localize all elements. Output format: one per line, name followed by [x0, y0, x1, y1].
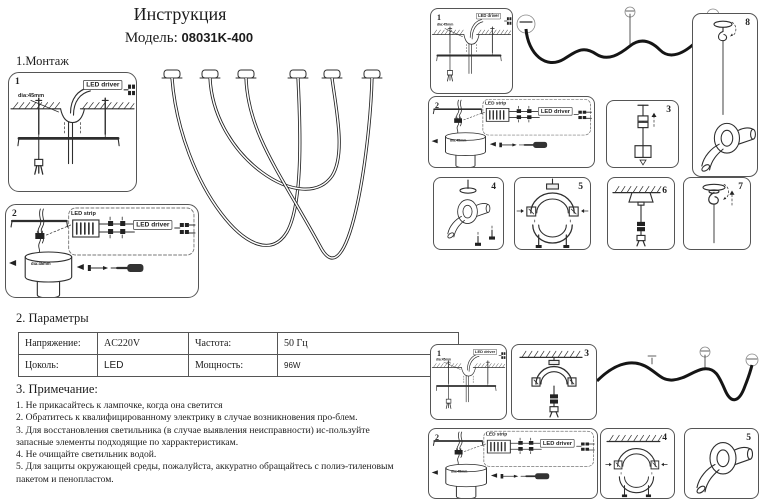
diameter-label: dia:45mm: [450, 470, 468, 474]
panel-number: 4: [491, 182, 496, 192]
note-item: 2. Обратитесь к квалифицированному электрику в случае возникновения про-блем.: [16, 412, 358, 424]
param-key: Частота:: [189, 333, 278, 355]
install-step-panel-r8: [692, 13, 758, 177]
install-step-panel-r7: [683, 177, 751, 250]
install-diagram: [431, 345, 506, 419]
section-montage-heading: 1.Монтаж: [16, 54, 69, 68]
table-row: [19, 355, 459, 377]
diameter-label: dia:45mm: [436, 357, 452, 361]
install-step-panel-left-2: [5, 204, 199, 298]
install-step-panel-r4: [433, 177, 504, 250]
install-step-panel-b5: [684, 428, 759, 499]
install-step-panel-r2: [428, 96, 595, 168]
led-driver-label: LED driver: [476, 13, 501, 19]
diameter-label: dia:45mm: [436, 23, 453, 27]
hook-and-tube-diagram: [693, 14, 757, 176]
param-value: 96W: [278, 355, 459, 377]
section-notes-heading: 3. Примечание:: [16, 382, 98, 396]
cord-hanging-drawing-bottom: [597, 336, 761, 420]
panel-number: 2: [435, 101, 439, 110]
panel-number: 6: [662, 186, 667, 196]
led-driver-label: LED driver: [540, 439, 575, 448]
param-value: 50 Гц: [278, 333, 459, 355]
param-value: LED: [98, 355, 189, 377]
param-key: Напряжение:: [19, 333, 98, 355]
panel-number: 1: [437, 13, 441, 22]
install-step-panel-r3: [606, 100, 679, 168]
table-row: [19, 333, 459, 355]
panel-number: 5: [746, 433, 751, 443]
led-strip-diagram: [6, 205, 198, 297]
panel-number: 2: [435, 433, 439, 442]
panel-number: 2: [12, 209, 17, 219]
install-step-panel-r6: [607, 177, 675, 250]
panel-number: 7: [738, 182, 743, 192]
led-strip-label: LED strip: [71, 210, 97, 217]
param-key: Мощность:: [189, 355, 278, 377]
install-step-panel-r1: [430, 8, 513, 94]
install-step-panel-b1: [430, 344, 507, 420]
note-item: 4. Не очищайте светильник водой.: [16, 449, 157, 461]
model-label: Модель:: [124, 30, 178, 46]
note-item: 1. Не прикасайтесь к лампочке, когда она светится: [16, 400, 223, 411]
panel-number: 3: [584, 349, 589, 359]
note-item: 3. Для восстановления светильника (в случае выявления неисправности) ис-пользуйте запасные элементы подходящие по харрактеристикам.: [16, 424, 370, 448]
note-item: 5. Для защиты окружающей среды, пожалуйста, аккуратно обращайтесь с полиэ-тиленовым пакетом и пенопластом.: [16, 461, 394, 485]
diameter-label: dia:45mm: [450, 139, 467, 143]
panel-number: 1: [437, 349, 441, 358]
panel-number: 4: [662, 433, 667, 443]
panel-number: 8: [745, 18, 750, 28]
install-diagram: [9, 73, 136, 191]
led-strip-label: LED strip: [485, 100, 507, 106]
led-driver-label: LED driver: [133, 220, 173, 230]
param-value: AC220V: [98, 333, 189, 355]
panel-number: 1: [15, 77, 20, 87]
panel-number: 3: [666, 105, 671, 115]
install-step-panel-r5: [514, 177, 591, 250]
diameter-label: dia:45mm: [30, 262, 51, 267]
install-step-panel-b3: [511, 344, 597, 420]
panel-number: 5: [578, 182, 583, 192]
param-key: Цоколь:: [19, 355, 98, 377]
led-strip-label: LED strip: [486, 432, 508, 438]
page-title: Инструкция: [133, 4, 227, 24]
params-table: [18, 332, 459, 377]
model-line: [84, 30, 294, 47]
led-driver-label: LED driver: [475, 349, 496, 354]
model-value: 08031K-400: [181, 30, 254, 45]
install-diagram: [431, 9, 512, 93]
section-params-heading: 2. Параметры: [16, 311, 89, 325]
install-step-panel-b2: [428, 428, 598, 499]
led-driver-label: LED driver: [538, 107, 573, 116]
diameter-label: dia:45mm: [17, 93, 45, 99]
notes-list: [16, 400, 408, 486]
install-step-panel-b4: [600, 428, 675, 499]
install-step-panel-left-1: [8, 72, 137, 192]
led-driver-label: LED driver: [83, 80, 123, 90]
